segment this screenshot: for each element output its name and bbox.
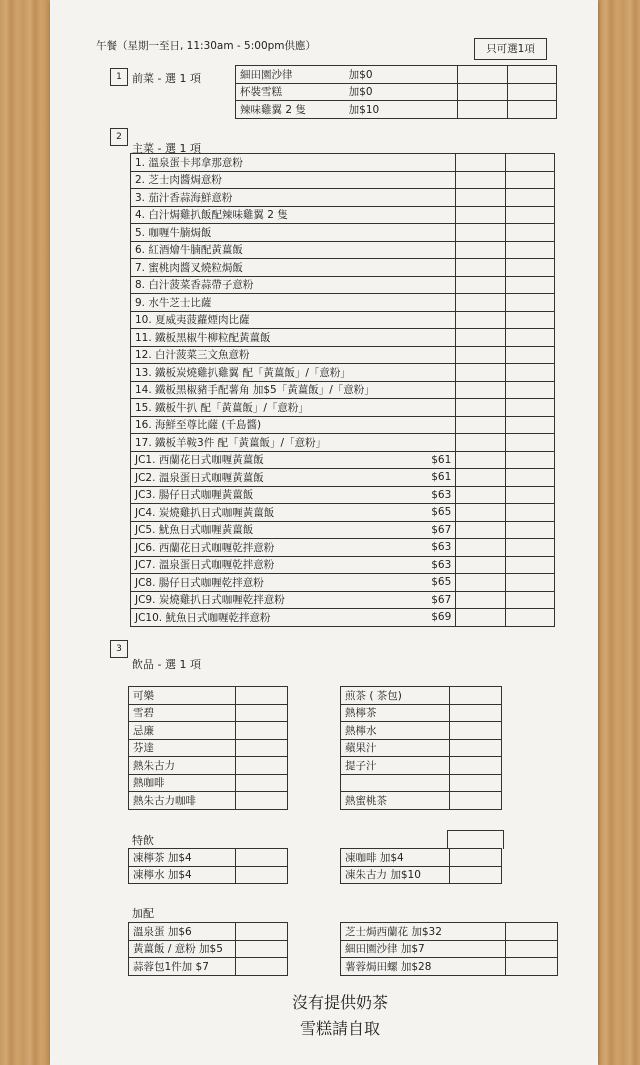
main-item-price bbox=[411, 399, 456, 417]
appetizer-table bbox=[235, 65, 557, 119]
main-item-name: 13. 鐵板炭燒雞扒雞翼 配「黃薑飯」/「意粉」 bbox=[131, 364, 411, 382]
main-item-price bbox=[411, 259, 456, 277]
choice-cell bbox=[456, 171, 505, 189]
table-row bbox=[129, 739, 288, 757]
main-item-name: 11. 鐵板黑椒牛柳粒配黃薑飯 bbox=[131, 329, 411, 347]
main-item-price bbox=[411, 206, 456, 224]
choice-cell bbox=[456, 469, 505, 487]
table-row bbox=[129, 792, 288, 810]
choice-cell bbox=[505, 539, 554, 557]
main-item-price bbox=[411, 241, 456, 259]
main-item-name: 15. 鐵板牛扒 配「黃薑飯」/「意粉」 bbox=[131, 399, 411, 417]
table-row bbox=[131, 311, 555, 329]
choice-cell bbox=[456, 574, 505, 592]
choice-cell bbox=[456, 224, 505, 242]
choice-cell bbox=[236, 722, 288, 740]
choice-cell bbox=[505, 381, 554, 399]
main-item-price: $61 bbox=[411, 451, 456, 469]
option-label: 薯蓉焗田螺 加$28 bbox=[341, 958, 506, 976]
special-drinks-left bbox=[128, 848, 288, 884]
item-price: 加$0 bbox=[345, 66, 458, 84]
option-label: 熱咖啡 bbox=[129, 774, 236, 792]
item-price: 加$10 bbox=[345, 101, 458, 119]
table-row bbox=[131, 574, 555, 592]
choice-cell bbox=[236, 774, 288, 792]
table-row bbox=[129, 958, 288, 976]
choice-cell bbox=[456, 329, 505, 347]
option-label: 熱朱古力咖啡 bbox=[129, 792, 236, 810]
main-item-price: $63 bbox=[411, 486, 456, 504]
footer-no-milk-tea: 沒有提供奶茶 bbox=[291, 993, 388, 1012]
table-row bbox=[236, 83, 557, 101]
special-drinks-right bbox=[340, 848, 502, 884]
main-course-table bbox=[130, 153, 555, 627]
choice-cell bbox=[458, 66, 507, 84]
choice-cell bbox=[450, 704, 502, 722]
option-label: 凍檸水 加$4 bbox=[129, 866, 236, 884]
main-item-name: 4. 白汁焗雞扒飯配辣味雞翼 2 隻 bbox=[131, 206, 411, 224]
option-label: 忌廉 bbox=[129, 722, 236, 740]
main-item-price bbox=[411, 276, 456, 294]
choice-cell bbox=[456, 241, 505, 259]
choice-cell bbox=[456, 609, 505, 627]
main-item-name: JC9. 炭燒雞扒日式咖喱乾拌意粉 bbox=[131, 591, 411, 609]
option-label: 煎茶 ( 茶包) bbox=[341, 687, 450, 705]
main-item-name: JC3. 腸仔日式咖喱黃薑飯 bbox=[131, 486, 411, 504]
main-item-name: 6. 紅酒燴牛腩配黃薑飯 bbox=[131, 241, 411, 259]
addon-table-left bbox=[128, 922, 288, 976]
table-row bbox=[341, 757, 502, 775]
option-label: 熱檸茶 bbox=[341, 704, 450, 722]
table-row bbox=[131, 486, 555, 504]
choice-cell bbox=[458, 101, 507, 119]
choice-cell bbox=[456, 521, 505, 539]
choice-cell bbox=[450, 757, 502, 775]
choice-cell bbox=[505, 154, 554, 172]
choice-cell bbox=[505, 591, 554, 609]
choice-cell bbox=[450, 722, 502, 740]
option-label: 溫泉蛋 加$6 bbox=[129, 923, 236, 941]
choice-cell bbox=[507, 101, 556, 119]
table-row bbox=[131, 416, 555, 434]
item-price: 加$0 bbox=[345, 83, 458, 101]
table-row bbox=[131, 504, 555, 522]
table-row bbox=[341, 687, 502, 705]
choice-cell bbox=[506, 940, 558, 958]
table-row bbox=[129, 866, 288, 884]
choice-cell bbox=[456, 364, 505, 382]
choice-cell bbox=[505, 189, 554, 207]
choice-cell bbox=[505, 329, 554, 347]
choice-cell bbox=[236, 940, 288, 958]
table-row bbox=[341, 849, 502, 867]
addon-table-right bbox=[340, 922, 558, 976]
main-item-name: 7. 蜜桃肉醬叉燒粒焗飯 bbox=[131, 259, 411, 277]
main-item-price bbox=[411, 171, 456, 189]
table-row bbox=[129, 923, 288, 941]
main-item-price bbox=[411, 294, 456, 312]
option-label bbox=[341, 774, 450, 792]
choice-cell bbox=[505, 434, 554, 452]
table-row bbox=[131, 241, 555, 259]
main-item-price bbox=[411, 224, 456, 242]
main-item-name: JC5. 魷魚日式咖喱黃薑飯 bbox=[131, 521, 411, 539]
main-item-price bbox=[411, 434, 456, 452]
table-row bbox=[341, 958, 558, 976]
drinks-table-right bbox=[340, 686, 502, 810]
choice-cell bbox=[456, 504, 505, 522]
option-label: 黃薑飯 / 意粉 加$5 bbox=[129, 940, 236, 958]
main-item-price: $63 bbox=[411, 556, 456, 574]
choice-cell bbox=[236, 687, 288, 705]
table-row bbox=[129, 774, 288, 792]
table-row bbox=[341, 774, 502, 792]
table-row bbox=[131, 381, 555, 399]
choice-cell bbox=[456, 346, 505, 364]
main-item-price bbox=[411, 381, 456, 399]
option-label: 芬達 bbox=[129, 739, 236, 757]
table-row bbox=[131, 364, 555, 382]
option-label: 凍咖啡 加$4 bbox=[341, 849, 450, 867]
choice-cell bbox=[456, 434, 505, 452]
item-name: 辣味雞翼 2 隻 bbox=[236, 101, 345, 119]
table-row bbox=[131, 556, 555, 574]
select-one-badge: 只可選1項 bbox=[474, 38, 547, 60]
main-item-price bbox=[411, 364, 456, 382]
choice-cell bbox=[236, 739, 288, 757]
main-item-price: $65 bbox=[411, 504, 456, 522]
drinks-table-left bbox=[128, 686, 288, 810]
section-1-title: 前菜 - 選 1 項 bbox=[132, 72, 201, 85]
main-item-price: $65 bbox=[411, 574, 456, 592]
choice-cell bbox=[505, 486, 554, 504]
choice-cell bbox=[458, 83, 507, 101]
choice-cell bbox=[505, 416, 554, 434]
option-label: 蒜蓉包1件加 $7 bbox=[129, 958, 236, 976]
main-item-price bbox=[411, 416, 456, 434]
choice-cell bbox=[236, 757, 288, 775]
main-item-name: 14. 鐵板黑椒豬手配薯角 加$5「黃薑飯」/「意粉」 bbox=[131, 381, 411, 399]
main-item-price: $67 bbox=[411, 591, 456, 609]
main-item-price: $67 bbox=[411, 521, 456, 539]
option-label: 可樂 bbox=[129, 687, 236, 705]
option-label: 凍檸茶 加$4 bbox=[129, 849, 236, 867]
choice-cell bbox=[456, 451, 505, 469]
item-name: 杯裝雪糕 bbox=[236, 83, 345, 101]
choice-cell bbox=[450, 849, 502, 867]
table-row bbox=[131, 539, 555, 557]
main-item-name: 1. 溫泉蛋卡邦拿那意粉 bbox=[131, 154, 411, 172]
footer-self-serve-icecream: 雪糕請自取 bbox=[299, 1019, 380, 1038]
choice-cell bbox=[456, 416, 505, 434]
table-row bbox=[131, 591, 555, 609]
choice-cell bbox=[505, 556, 554, 574]
choice-cell bbox=[507, 83, 556, 101]
section-2-title: 主菜 - 選 1 項 bbox=[132, 142, 201, 155]
choice-cell bbox=[505, 469, 554, 487]
table-row bbox=[129, 940, 288, 958]
choice-cell bbox=[507, 66, 556, 84]
table-row bbox=[131, 189, 555, 207]
choice-cell bbox=[236, 792, 288, 810]
choice-cell bbox=[505, 364, 554, 382]
table-row bbox=[131, 154, 555, 172]
choice-cell bbox=[505, 399, 554, 417]
table-row bbox=[341, 923, 558, 941]
menu-sheet bbox=[50, 0, 598, 1065]
choice-cell bbox=[236, 866, 288, 884]
table-row bbox=[131, 206, 555, 224]
table-row bbox=[131, 294, 555, 312]
choice-cell bbox=[505, 574, 554, 592]
choice-cell bbox=[505, 259, 554, 277]
section-3-title: 飲品 - 選 1 項 bbox=[132, 658, 201, 671]
table-row bbox=[131, 276, 555, 294]
table-row bbox=[131, 171, 555, 189]
special-drinks-title: 特飲 bbox=[132, 834, 154, 847]
main-item-name: 17. 鐵板羊鞍3件 配「黃薑飯」/「意粉」 bbox=[131, 434, 411, 452]
table-row bbox=[341, 722, 502, 740]
choice-cell bbox=[450, 739, 502, 757]
main-item-name: JC6. 西蘭花日式咖喱乾拌意粉 bbox=[131, 539, 411, 557]
choice-cell bbox=[505, 206, 554, 224]
choice-cell bbox=[450, 866, 502, 884]
main-item-name: 12. 白汁菠菜三文魚意粉 bbox=[131, 346, 411, 364]
choice-cell bbox=[450, 687, 502, 705]
choice-cell bbox=[456, 154, 505, 172]
main-item-price bbox=[411, 329, 456, 347]
main-item-name: JC1. 西蘭花日式咖喱黃薑飯 bbox=[131, 451, 411, 469]
table-row bbox=[341, 792, 502, 810]
choice-cell bbox=[456, 399, 505, 417]
table-row bbox=[129, 704, 288, 722]
table-row bbox=[236, 66, 557, 84]
choice-cell bbox=[456, 381, 505, 399]
table-row bbox=[131, 434, 555, 452]
table-row bbox=[341, 739, 502, 757]
choice-cell bbox=[456, 486, 505, 504]
choice-cell bbox=[456, 294, 505, 312]
main-item-name: 9. 水牛芝士比薩 bbox=[131, 294, 411, 312]
addon-title: 加配 bbox=[132, 907, 154, 920]
section-3-number: 3 bbox=[110, 640, 128, 658]
choice-cell bbox=[456, 556, 505, 574]
choice-cell bbox=[456, 189, 505, 207]
option-label: 熱蜜桃茶 bbox=[341, 792, 450, 810]
table-row bbox=[131, 451, 555, 469]
main-item-price: $63 bbox=[411, 539, 456, 557]
main-item-price: $61 bbox=[411, 469, 456, 487]
option-label: 熱朱古力 bbox=[129, 757, 236, 775]
choice-cell bbox=[505, 609, 554, 627]
table-row bbox=[341, 866, 502, 884]
main-item-name: JC10. 魷魚日式咖喱乾拌意粉 bbox=[131, 609, 411, 627]
table-row bbox=[341, 704, 502, 722]
choice-cell bbox=[505, 451, 554, 469]
table-row bbox=[129, 687, 288, 705]
table-row bbox=[341, 940, 558, 958]
option-label: 芝士焗西蘭花 加$32 bbox=[341, 923, 506, 941]
main-item-name: JC4. 炭燒雞扒日式咖喱黃薑飯 bbox=[131, 504, 411, 522]
main-item-name: JC8. 腸仔日式咖喱乾拌意粉 bbox=[131, 574, 411, 592]
main-item-price bbox=[411, 311, 456, 329]
table-row bbox=[131, 259, 555, 277]
choice-cell bbox=[505, 276, 554, 294]
choice-cell bbox=[456, 206, 505, 224]
table-row bbox=[131, 329, 555, 347]
option-label: 凍朱古力 加$10 bbox=[341, 866, 450, 884]
main-item-price bbox=[411, 346, 456, 364]
choice-cell bbox=[505, 521, 554, 539]
choice-cell bbox=[450, 792, 502, 810]
table-row bbox=[236, 101, 557, 119]
option-label: 蘋果汁 bbox=[341, 739, 450, 757]
choice-cell bbox=[456, 276, 505, 294]
main-item-name: 16. 海鮮至尊比薩 (千島醬) bbox=[131, 416, 411, 434]
option-label: 提子汁 bbox=[341, 757, 450, 775]
choice-cell bbox=[505, 224, 554, 242]
table-row bbox=[131, 521, 555, 539]
choice-cell bbox=[505, 311, 554, 329]
table-row bbox=[131, 469, 555, 487]
main-item-name: 10. 夏威夷菠蘿煙肉比薩 bbox=[131, 311, 411, 329]
table-row bbox=[131, 399, 555, 417]
special-drinks-blank-cell bbox=[447, 830, 504, 849]
table-row bbox=[129, 849, 288, 867]
choice-cell bbox=[505, 504, 554, 522]
choice-cell bbox=[236, 958, 288, 976]
section-2-number: 2 bbox=[110, 128, 128, 146]
main-item-name: 5. 咖喱牛腩焗飯 bbox=[131, 224, 411, 242]
item-name: 細田園沙律 bbox=[236, 66, 345, 84]
choice-cell bbox=[236, 849, 288, 867]
main-item-name: 8. 白汁菠菜香蒜帶子意粉 bbox=[131, 276, 411, 294]
option-label: 雪碧 bbox=[129, 704, 236, 722]
choice-cell bbox=[456, 259, 505, 277]
choice-cell bbox=[505, 294, 554, 312]
option-label: 熱檸水 bbox=[341, 722, 450, 740]
main-item-name: JC7. 溫泉蛋日式咖喱乾拌意粉 bbox=[131, 556, 411, 574]
choice-cell bbox=[450, 774, 502, 792]
table-row bbox=[131, 346, 555, 364]
menu-header-title: 午餐（星期一至日, 11:30am - 5:00pm供應） bbox=[96, 40, 317, 52]
table-row bbox=[129, 722, 288, 740]
choice-cell bbox=[506, 923, 558, 941]
choice-cell bbox=[236, 704, 288, 722]
choice-cell bbox=[505, 171, 554, 189]
main-item-name: JC2. 溫泉蛋日式咖喱黃薑飯 bbox=[131, 469, 411, 487]
table-row bbox=[129, 757, 288, 775]
main-item-name: 3. 茄汁香蒜海鮮意粉 bbox=[131, 189, 411, 207]
choice-cell bbox=[456, 311, 505, 329]
section-1-number: 1 bbox=[110, 68, 128, 86]
main-item-price: $69 bbox=[411, 609, 456, 627]
choice-cell bbox=[456, 591, 505, 609]
choice-cell bbox=[456, 539, 505, 557]
choice-cell bbox=[505, 241, 554, 259]
table-row bbox=[131, 609, 555, 627]
choice-cell bbox=[506, 958, 558, 976]
choice-cell bbox=[505, 346, 554, 364]
main-item-name: 2. 芝士肉醬焗意粉 bbox=[131, 171, 411, 189]
option-label: 細田園沙律 加$7 bbox=[341, 940, 506, 958]
table-row bbox=[131, 224, 555, 242]
main-item-price bbox=[411, 154, 456, 172]
choice-cell bbox=[236, 923, 288, 941]
main-item-price bbox=[411, 189, 456, 207]
